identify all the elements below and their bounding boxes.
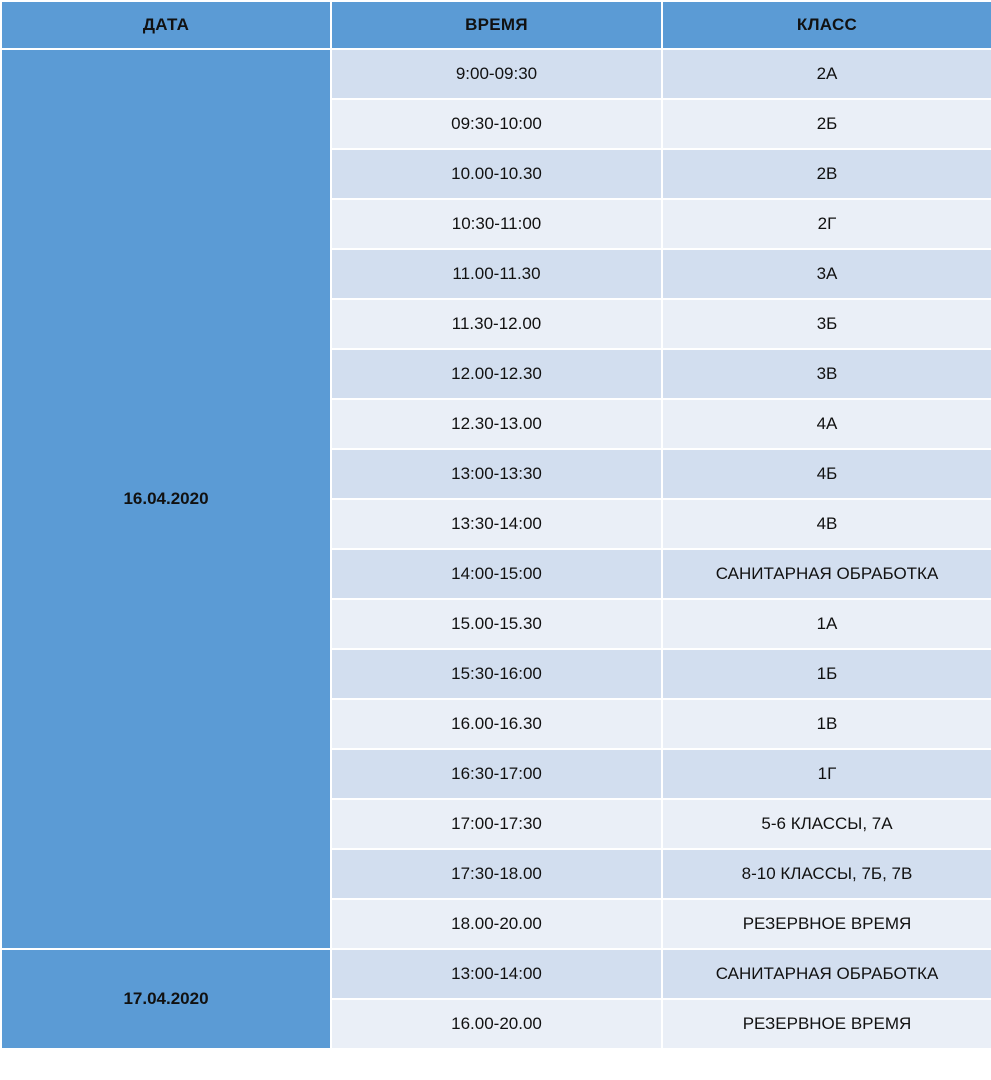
class-cell: 1Г xyxy=(662,749,991,799)
time-cell: 9:00-09:30 xyxy=(331,49,662,99)
class-cell: РЕЗЕРВНОЕ ВРЕМЯ xyxy=(662,899,991,949)
time-cell: 15.00-15.30 xyxy=(331,599,662,649)
date-cell: 16.04.2020 xyxy=(1,49,331,949)
date-cell: 17.04.2020 xyxy=(1,949,331,1049)
table-body xyxy=(1,49,991,1049)
header-class: КЛАСС xyxy=(662,1,991,49)
table-row xyxy=(1,49,991,99)
time-cell: 14:00-15:00 xyxy=(331,549,662,599)
time-cell: 11.00-11.30 xyxy=(331,249,662,299)
time-cell: 17:30-18.00 xyxy=(331,849,662,899)
table-row xyxy=(1,949,991,999)
time-cell: 12.00-12.30 xyxy=(331,349,662,399)
time-cell: 16.00-16.30 xyxy=(331,699,662,749)
time-cell: 13:00-13:30 xyxy=(331,449,662,499)
class-cell: САНИТАРНАЯ ОБРАБОТКА xyxy=(662,549,991,599)
time-cell: 17:00-17:30 xyxy=(331,799,662,849)
class-cell: 1Б xyxy=(662,649,991,699)
time-cell: 11.30-12.00 xyxy=(331,299,662,349)
class-cell: 4Б xyxy=(662,449,991,499)
time-cell: 13:00-14:00 xyxy=(331,949,662,999)
time-cell: 16.00-20.00 xyxy=(331,999,662,1049)
header-date: ДАТА xyxy=(1,1,331,49)
class-cell: 2Б xyxy=(662,99,991,149)
class-cell: 2Г xyxy=(662,199,991,249)
header-time: ВРЕМЯ xyxy=(331,1,662,49)
time-cell: 10:30-11:00 xyxy=(331,199,662,249)
class-cell: 2В xyxy=(662,149,991,199)
time-cell: 10.00-10.30 xyxy=(331,149,662,199)
time-cell: 16:30-17:00 xyxy=(331,749,662,799)
class-cell: 3В xyxy=(662,349,991,399)
time-cell: 09:30-10:00 xyxy=(331,99,662,149)
class-cell: 3Б xyxy=(662,299,991,349)
class-cell: 4А xyxy=(662,399,991,449)
table-header xyxy=(1,1,991,49)
time-cell: 12.30-13.00 xyxy=(331,399,662,449)
class-cell: 1В xyxy=(662,699,991,749)
time-cell: 13:30-14:00 xyxy=(331,499,662,549)
class-cell: САНИТАРНАЯ ОБРАБОТКА xyxy=(662,949,991,999)
header-row xyxy=(1,1,991,49)
class-cell: 1А xyxy=(662,599,991,649)
class-cell: 8-10 КЛАССЫ, 7Б, 7В xyxy=(662,849,991,899)
class-cell: РЕЗЕРВНОЕ ВРЕМЯ xyxy=(662,999,991,1049)
class-cell: 3А xyxy=(662,249,991,299)
time-cell: 18.00-20.00 xyxy=(331,899,662,949)
class-cell: 4В xyxy=(662,499,991,549)
class-cell: 2А xyxy=(662,49,991,99)
class-cell: 5-6 КЛАССЫ, 7А xyxy=(662,799,991,849)
time-cell: 15:30-16:00 xyxy=(331,649,662,699)
